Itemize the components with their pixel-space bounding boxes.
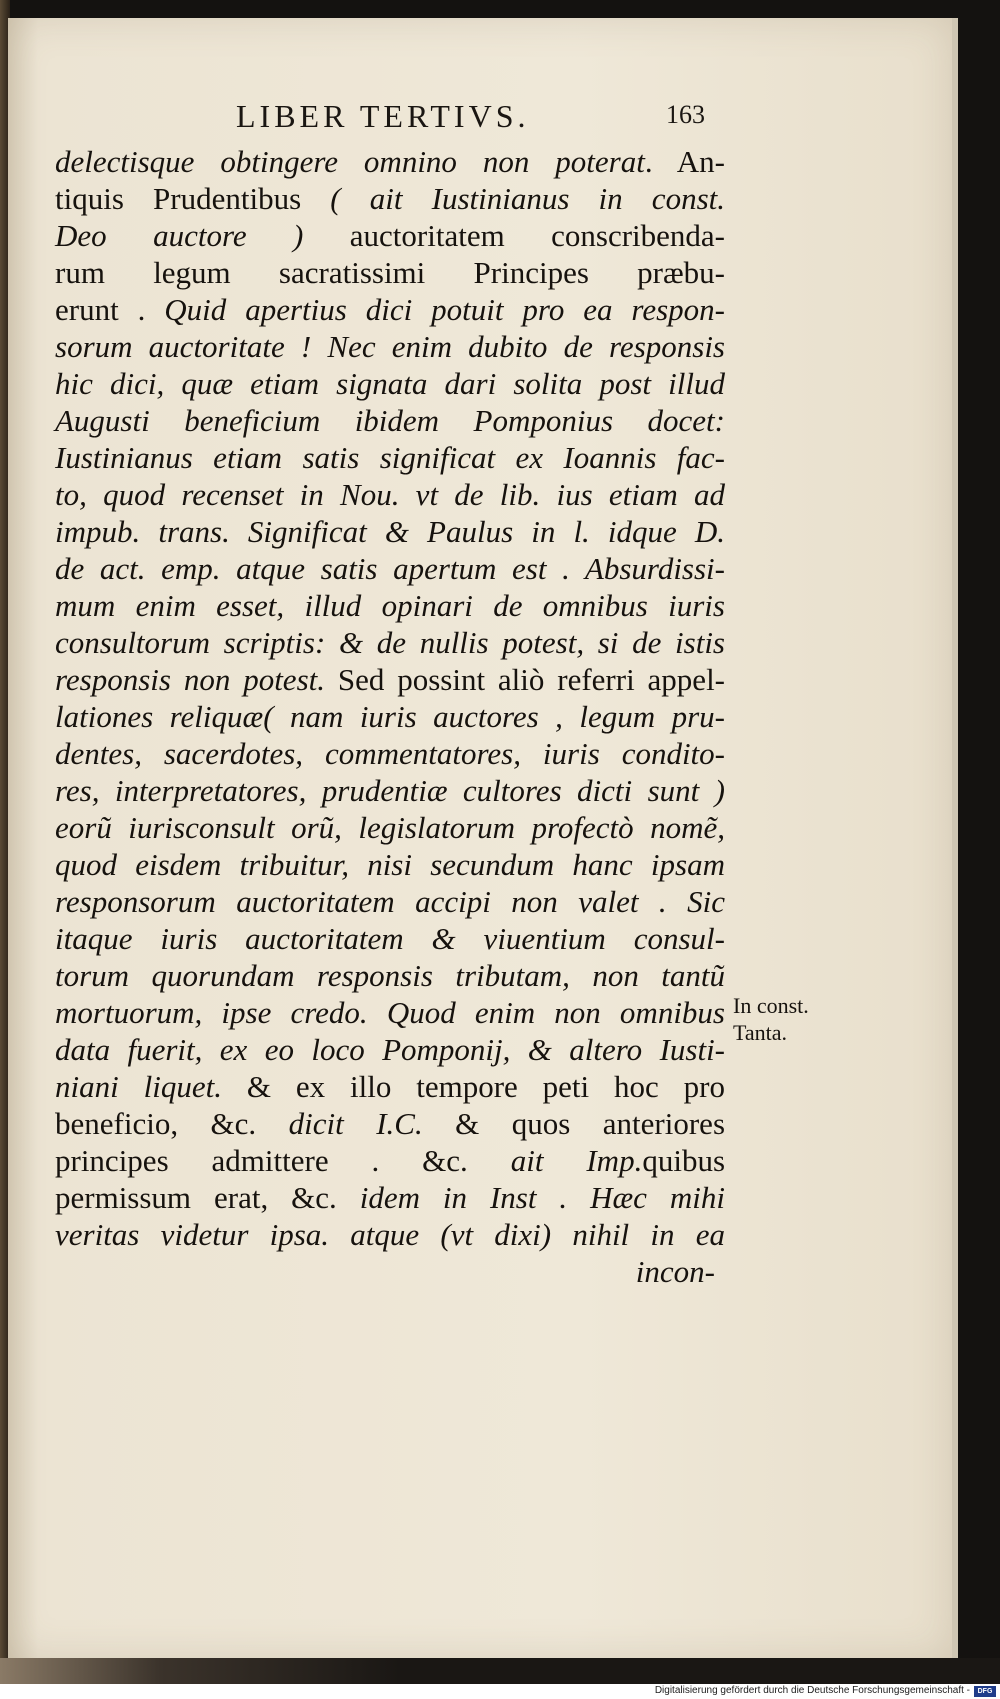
running-head: LIBER TERTIVS. — [236, 98, 530, 134]
text-line — [55, 772, 725, 809]
main-text-block — [55, 143, 725, 1290]
text-segment: consultorum scriptis: & de nullis potest, si de istis — [55, 625, 725, 660]
text-line — [55, 920, 725, 957]
page-number: 163 — [666, 100, 705, 129]
text-segment: nihil in ea — [551, 1217, 725, 1252]
text-segment: de act. emp. atque satis apertum est . Absurdissi- — [55, 551, 725, 586]
text-segment: dentes, sacerdotes, commentatores, iuris condito- — [55, 736, 725, 771]
scan-bottom-edge — [0, 1658, 1000, 1684]
text-line — [55, 846, 725, 883]
text-segment: lationes reliquæ( nam iuris auctores , legum pru- — [55, 699, 725, 734]
text-segment: Sed possint aliò referri appel- — [325, 662, 726, 697]
text-segment: impub. trans. Significat & Paulus in l. idque D. — [55, 514, 725, 549]
dfg-logo: DFG — [974, 1686, 996, 1697]
text-line — [55, 365, 725, 402]
text-line — [55, 217, 725, 254]
text-line — [55, 809, 725, 846]
text-segment: . An- — [644, 144, 725, 179]
text-segment: permissum erat, &c. — [55, 1180, 360, 1215]
text-segment: data fuerit, ex eo loco Pomponij, & altero Iusti- — [55, 1032, 725, 1067]
text-segment: beneficio, &c. — [55, 1106, 289, 1141]
text-line — [55, 439, 725, 476]
text-line — [55, 1216, 725, 1253]
text-segment: itaque iuris auctoritatem & viuentium consul- — [55, 921, 725, 956]
text-segment: dicit I.C. — [288, 1106, 423, 1141]
text-line — [55, 1142, 725, 1179]
margin-note — [733, 992, 809, 1046]
text-line — [55, 957, 725, 994]
text-segment: ( ait Iustinianus in const. — [330, 181, 725, 216]
text-line — [55, 698, 725, 735]
text-line — [55, 1179, 725, 1216]
text-segment: torum quorundam responsis tributam, non tantũ — [55, 958, 725, 993]
text-line — [55, 1068, 725, 1105]
text-segment: rum legum sacratissimi Principes præbu- — [55, 255, 725, 290]
text-line — [55, 661, 725, 698]
text-line — [55, 328, 725, 365]
text-segment: veritas videtur ipsa. atque — [55, 1217, 441, 1252]
text-segment: Iustinianus etiam satis significat ex Ioannis fac- — [55, 440, 725, 475]
text-line — [55, 624, 725, 661]
text-segment: responsorum auctoritatem accipi non valet . Sic — [55, 884, 725, 919]
catchword: incon- — [635, 1254, 715, 1289]
text-segment: auctoritatem conscribenda- — [303, 218, 725, 253]
text-segment: responsis non potest. — [55, 662, 325, 697]
text-line — [55, 587, 725, 624]
text-segment: tiquis Prudentibus — [55, 181, 331, 216]
page-header — [8, 98, 952, 138]
text-segment: idem in Inst . Hæc mihi — [359, 1180, 725, 1215]
text-segment: to, quod recenset in Nou. vt de lib. ius etiam ad — [55, 477, 725, 512]
text-segment: mum enim esset, illud opinari de omnibus iuris — [55, 588, 725, 623]
text-segment: quod eisdem tribuitur, nisi secundum hanc ipsam — [55, 847, 725, 882]
text-segment: eorũ iurisconsult orũ, legislatorum profectò nomẽ, — [55, 810, 725, 845]
text-segment: mortuorum, ipse credo. Quod enim non omnibus — [55, 995, 725, 1030]
text-line — [55, 513, 725, 550]
text-segment: Augusti beneficium ibidem Pomponius docet: — [55, 403, 725, 438]
text-segment: ait Imp. — [510, 1143, 643, 1178]
text-line — [55, 402, 725, 439]
text-segment: Deo auctore ) — [55, 218, 304, 253]
text-segment: hic dici, quæ etiam signata dari solita post illud — [55, 366, 725, 401]
text-segment: res, interpretatores, prudentiæ cultores dicti sunt ) — [55, 773, 725, 808]
text-line — [55, 1105, 725, 1142]
text-line — [55, 180, 725, 217]
text-line — [55, 143, 725, 180]
text-segment: & quos anteriores — [422, 1106, 726, 1141]
text-segment: niani liquet. — [55, 1069, 222, 1104]
margin-note-line: Tanta. — [733, 1020, 788, 1045]
text-line — [55, 735, 725, 772]
text-segment: & ex illo tempore peti hoc pro — [221, 1069, 725, 1104]
text-line — [55, 1031, 725, 1068]
text-line — [55, 291, 725, 328]
text-segment: sorum auctoritate ! Nec enim dubito de responsis — [55, 329, 725, 364]
text-segment: erunt . — [55, 292, 165, 327]
margin-note-line: In const. — [733, 993, 809, 1018]
text-line — [55, 476, 725, 513]
text-segment: delectisque obtingere omnino non poterat — [55, 144, 645, 179]
text-segment: quibus — [642, 1143, 726, 1178]
digitization-footer — [0, 1684, 1000, 1699]
footer-credit: Digitalisierung gefördert durch die Deutsche Forschungsgemeinschaft - — [654, 1685, 970, 1696]
text-line — [55, 254, 725, 291]
text-line — [55, 883, 725, 920]
text-line — [55, 550, 725, 587]
text-segment: (vt dixi) — [440, 1217, 552, 1252]
book-page — [8, 18, 958, 1658]
text-line — [55, 994, 725, 1031]
text-segment: principes admittere . &c. — [55, 1143, 511, 1178]
text-segment: Quid apertius dici potuit pro ea respon- — [164, 292, 725, 327]
